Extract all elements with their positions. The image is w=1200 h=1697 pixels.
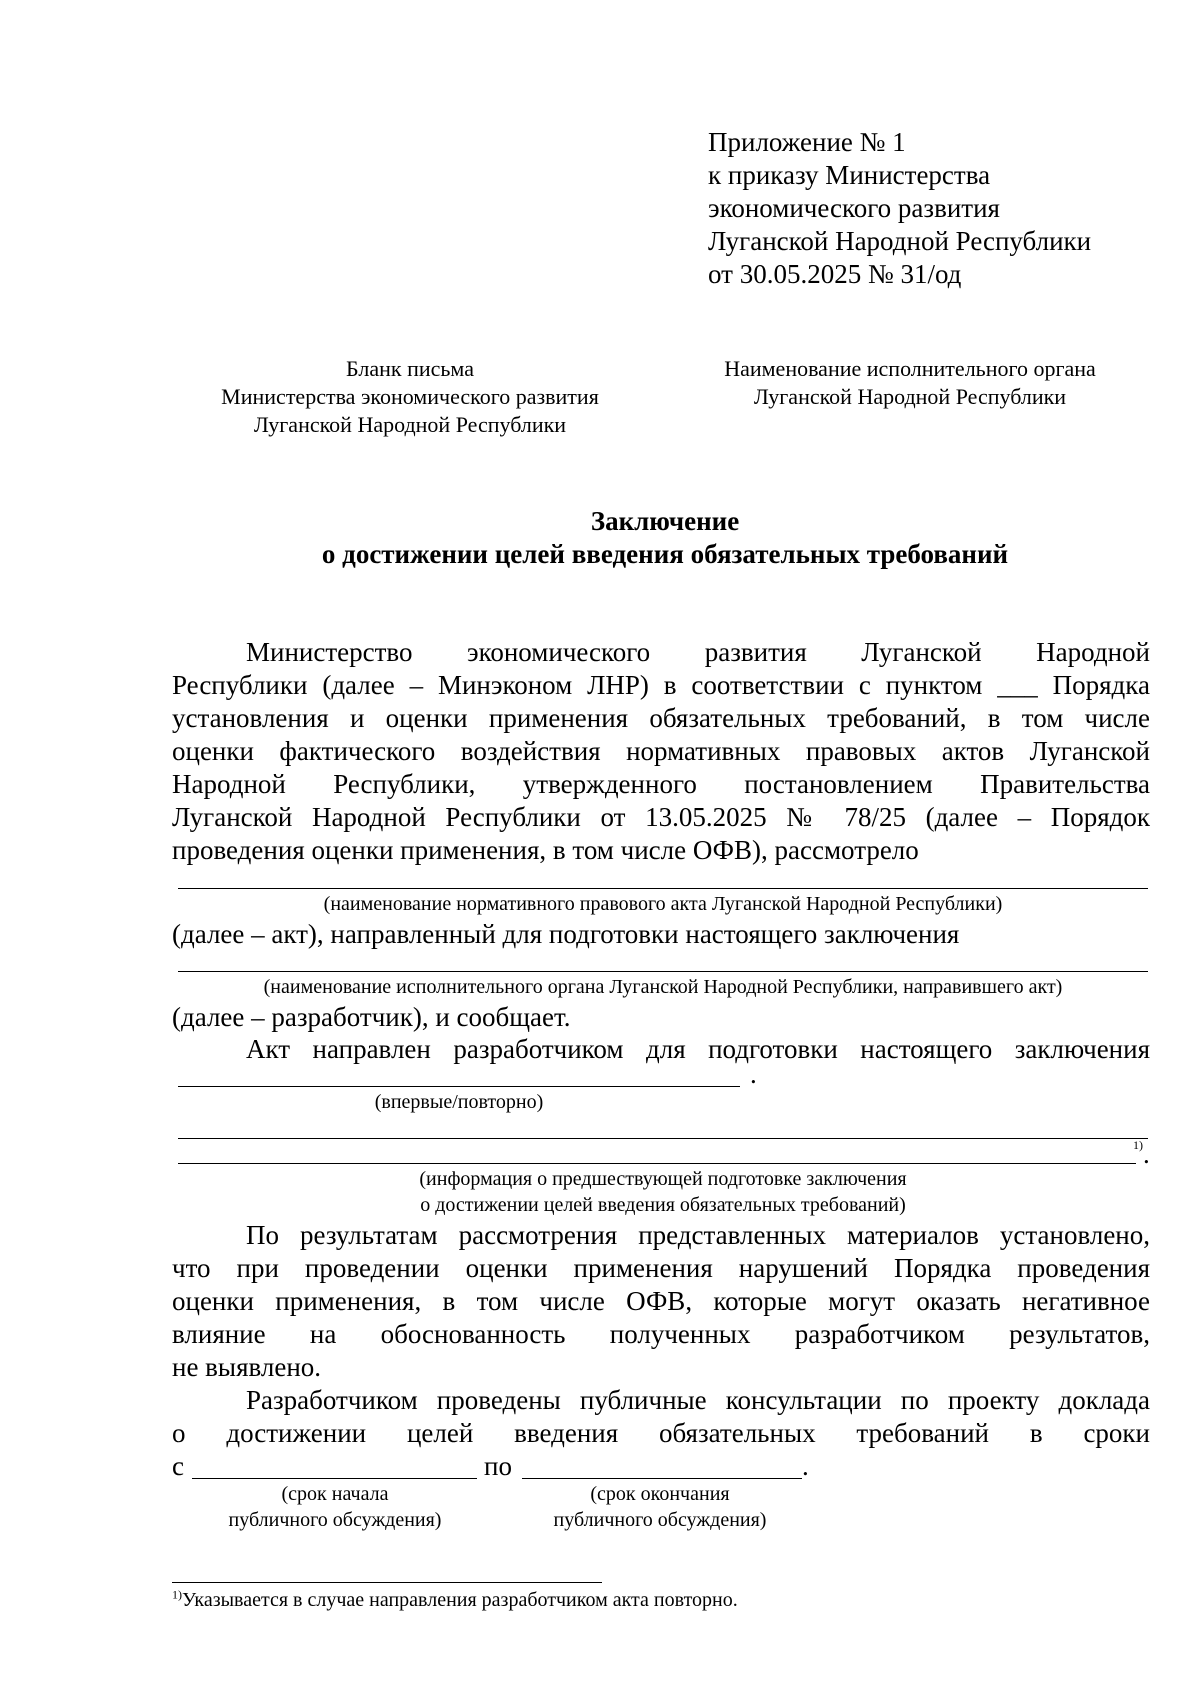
end-date-line[interactable]: [522, 1478, 802, 1479]
paragraph-line: проведения оценки применения, в том числе ОФВ), рассмотрело: [172, 835, 919, 865]
paragraph-line: не выявлено.: [172, 1352, 322, 1382]
developer-name-line[interactable]: [178, 971, 1148, 972]
caption-act: (наименование нормативного правового акта Луганской Народной Республики): [323, 893, 1003, 915]
footnote-marker: 1): [172, 1587, 182, 1602]
letterhead-left-line: Бланк письма: [346, 356, 474, 381]
first-repeat-line[interactable]: [178, 1086, 740, 1087]
caption-end: [520, 1481, 800, 1533]
paragraph-3: [172, 1219, 1150, 1384]
attachment-line: от 30.05.2025 № 31/од: [708, 259, 962, 289]
caption-developer: (наименование исполнительного органа Луганской Народной Республики, направившего акт): [263, 976, 1063, 998]
caption-end-line: (срок окончания: [590, 1483, 730, 1505]
caption-start: [200, 1481, 470, 1533]
letterhead-right: [700, 355, 1120, 411]
footnote-text: Указывается в случае направления разработчиком акта повторно.: [182, 1589, 738, 1611]
caption-info-line: (информация о предшествующей подготовке заключения: [419, 1168, 907, 1190]
paragraph-1: [172, 636, 1150, 867]
paragraph-line: что при проведении оценки применения нарушений Порядка проведения: [172, 1253, 1150, 1283]
title-line: Заключение: [590, 506, 740, 536]
paragraph-line: Разработчиком проведены публичные консультации по проекту доклада: [246, 1385, 1150, 1415]
caption-info: [178, 1166, 1148, 1218]
paragraph-line: установления и оценки применения обязательных требований, в том числе: [172, 703, 1150, 733]
paragraph-line: оценки фактического воздействия нормативных правовых актов Луганской: [172, 736, 1150, 766]
developer-line: (далее – разработчик), и сообщает.: [172, 1002, 571, 1032]
act-line: (далее – акт), направленный для подготовки настоящего заключения: [172, 919, 960, 949]
date-from-label: с: [172, 1451, 184, 1481]
attachment-line: Луганской Народной Республики: [708, 226, 1092, 256]
footnote-separator: [172, 1582, 602, 1583]
start-date-line[interactable]: [192, 1478, 477, 1479]
info-line-1[interactable]: [178, 1138, 1148, 1139]
info-dot: .: [1143, 1139, 1150, 1169]
caption-start-line: (срок начала: [281, 1483, 389, 1505]
info-footnote-marker: 1): [1133, 1138, 1143, 1152]
info-line-2[interactable]: [178, 1163, 1136, 1164]
caption-info-line: о достижении целей введения обязательных требований): [420, 1194, 906, 1216]
paragraph-line: Луганской Народной Республики от 13.05.2025 № 78/25 (далее – Порядок: [172, 802, 1150, 832]
end-dot: .: [802, 1451, 809, 1481]
first-repeat-dot: .: [750, 1059, 757, 1089]
date-to-label: по: [484, 1451, 512, 1481]
paragraph-line: По результатам рассмотрения представленных материалов установлено,: [246, 1220, 1150, 1250]
attachment-line: Приложение № 1: [708, 127, 906, 157]
attachment-line: экономического развития: [708, 193, 1000, 223]
title-line: о достижении целей введения обязательных требований: [321, 539, 1009, 569]
paragraph-line: о достижении целей введения обязательных требований в сроки: [172, 1418, 1150, 1448]
caption-first: (впервые/повторно): [374, 1091, 544, 1113]
letterhead-right-line: Луганской Народной Республики: [753, 384, 1067, 409]
footnote: [172, 1586, 738, 1614]
document-title: [150, 505, 1180, 571]
paragraph-line: Республики (далее – Минэконом ЛНР) в соответствии с пунктом ___ Порядка: [172, 670, 1150, 700]
letterhead-left-line: Луганской Народной Республики: [253, 412, 567, 437]
paragraph-line: Народной Республики, утвержденного постановлением Правительства: [172, 769, 1150, 799]
act-name-line[interactable]: [178, 888, 1148, 889]
letterhead-left-line: Министерства экономического развития: [221, 384, 599, 409]
letterhead-left: [180, 355, 640, 439]
attachment-block: [708, 126, 1091, 291]
paragraph-line: оценки применения, в том числе ОФВ, которые могут оказать негативное: [172, 1286, 1150, 1316]
paragraph-line: Министерство экономического развития Луганской Народной: [246, 637, 1150, 667]
attachment-line: к приказу Министерства: [708, 160, 991, 190]
paragraph-line: влияние на обоснованность полученных разработчиком результатов,: [172, 1319, 1150, 1349]
letterhead-right-line: Наименование исполнительного органа: [724, 356, 1096, 381]
paragraph-4: [172, 1384, 1150, 1450]
paragraph-2: Акт направлен разработчиком для подготовки настоящего заключения: [246, 1034, 1150, 1064]
caption-end-line: публичного обсуждения): [553, 1509, 767, 1531]
caption-start-line: публичного обсуждения): [228, 1509, 442, 1531]
